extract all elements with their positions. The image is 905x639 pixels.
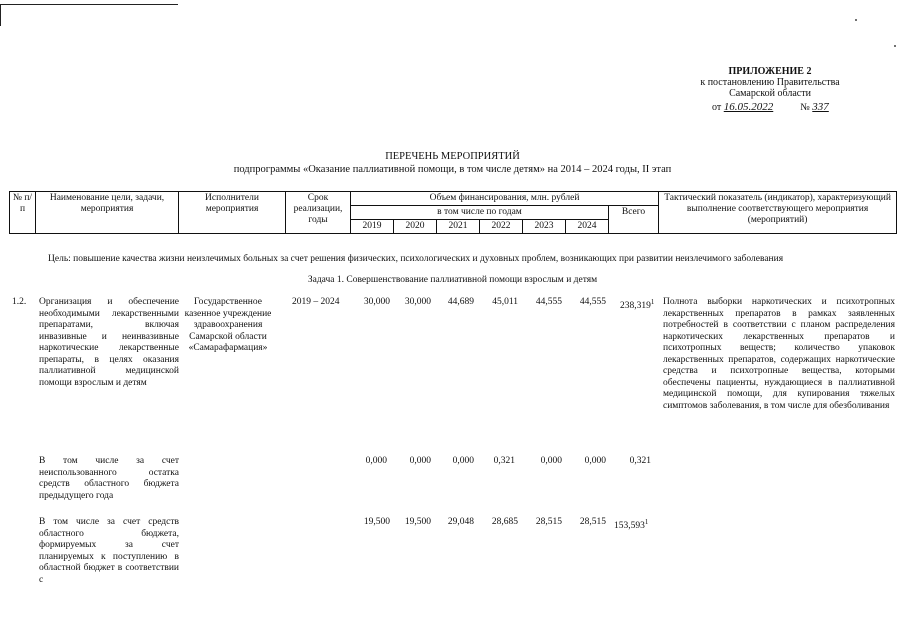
goal-statement: Цель: повышение качества жизни неизлечимых больных за счет решения физических, психологических и духовных проблем, возникающих при развитии неизлечимого заболевания: [48, 254, 784, 264]
value-2022: 45,011: [492, 297, 518, 307]
header-year: 2024: [566, 220, 609, 234]
scan-speck: [894, 45, 896, 47]
value-2024: 44,555: [579, 297, 606, 307]
value-2020: 0,000: [409, 456, 431, 466]
value-2022: 28,685: [491, 517, 518, 527]
header-funding: Объем финансирования, млн. рублей: [351, 192, 659, 206]
value-total: [614, 517, 648, 533]
value-total: [620, 297, 654, 313]
value-2023: 44,555: [535, 297, 562, 307]
value-2019: 19,500: [363, 517, 390, 527]
measures-table-header: [9, 191, 897, 234]
task-statement: Задача 1. Совершенствование паллиативной помощи взрослым и детям: [307, 275, 598, 285]
header-indicator: Тактический показатель (индикатор), характеризующий выполнение соответствующего мероприятия (мероприятий): [659, 192, 897, 234]
decree-date-number: [712, 101, 882, 114]
value-2020: 19,500: [404, 517, 431, 527]
value-2023: 0,000: [540, 456, 562, 466]
date-handwritten: 16.05.2022: [723, 101, 774, 113]
appendix-title: ПРИЛОЖЕНИЕ 2: [728, 66, 812, 77]
measure-executor: Государственное казенное учреждение здравоохранения Самарской области «Самарафармация»: [184, 297, 272, 353]
header-year: 2022: [480, 220, 523, 234]
scan-speck: [855, 19, 857, 21]
header-term: Срок реализации, годы: [286, 192, 351, 234]
value-2024: 0,000: [584, 456, 606, 466]
value-2021: 44,689: [447, 297, 474, 307]
footnote-mark: 1: [650, 298, 655, 306]
appendix-line2: Самарской области: [729, 88, 811, 99]
header-year: 2019: [351, 220, 394, 234]
measure-name: Организация и обеспечение необходимыми лекарственными препаратами, включая инвазивные и неинвазивные наркотические лекарственные препараты, в целях оказания паллиативной медицинской помощи взрослым и детям: [39, 297, 179, 388]
header-year: 2021: [437, 220, 480, 234]
scan-border-top: [0, 4, 178, 5]
number-prefix: №: [800, 102, 810, 113]
row-number: 1.2.: [12, 297, 27, 307]
value-2019: 0,000: [365, 456, 387, 466]
value-2021: 0,000: [452, 456, 474, 466]
header-total: Всего: [609, 206, 659, 234]
header-name: Наименование цели, задачи, мероприятия: [36, 192, 179, 234]
header-year: 2023: [523, 220, 566, 234]
header-by-years: в том числе по годам: [351, 206, 609, 220]
value-2022: 0,321: [493, 456, 515, 466]
document-heading: [0, 150, 905, 176]
total-value: 238,319: [620, 301, 651, 312]
value-2024: 28,515: [579, 517, 606, 527]
appendix-block: [660, 66, 880, 99]
total-value: 153,593: [614, 521, 645, 532]
document-title: ПЕРЕЧЕНЬ МЕРОПРИЯТИЙ: [385, 151, 520, 162]
number-handwritten: 337: [812, 101, 829, 113]
value-2023: 28,515: [535, 517, 562, 527]
value-2021: 29,048: [447, 517, 474, 527]
measure-indicator: Полнота выборки наркотических и психотропных лекарственных препаратов в рамках заявленных потребностей в соответствии с планом распределения наркотических лекарственных препаратов и психотропных веществ; количество упаковок лекарственных препаратов, содержащих наркотические средства и психотропные вещества, которыми обеспечены пациенты, нуждающиеся в паллиативной медицинской помощи, для купирования тяжелых симптомов заболевания, в том числе для обезболивания: [663, 297, 895, 411]
measure-term: 2019 – 2024: [292, 297, 340, 307]
document-subtitle: подпрограммы «Оказание паллиативной помощи, в том числе детям» на 2014 – 2024 годы, II этап: [233, 164, 672, 175]
header-year: 2020: [394, 220, 437, 234]
header-num: № п/п: [10, 192, 36, 234]
value-2019: 30,000: [363, 297, 390, 307]
header-executors: Исполнители мероприятия: [179, 192, 286, 234]
footnote-mark: 1: [644, 518, 649, 526]
appendix-line1: к постановлению Правительства: [700, 77, 840, 88]
value-2020: 30,000: [404, 297, 431, 307]
subrow-name: В том числе за счет неиспользованного остатка средств областного бюджета предыдущего года: [39, 456, 179, 501]
subrow-name: В том числе за счет средств областного бюджета, формируемых за счет планируемых к поступлению в областной бюджет в соответствии с: [39, 517, 179, 585]
scan-border-left: [0, 4, 1, 26]
value-total: 0,321: [629, 456, 651, 466]
date-prefix: от: [712, 102, 722, 113]
